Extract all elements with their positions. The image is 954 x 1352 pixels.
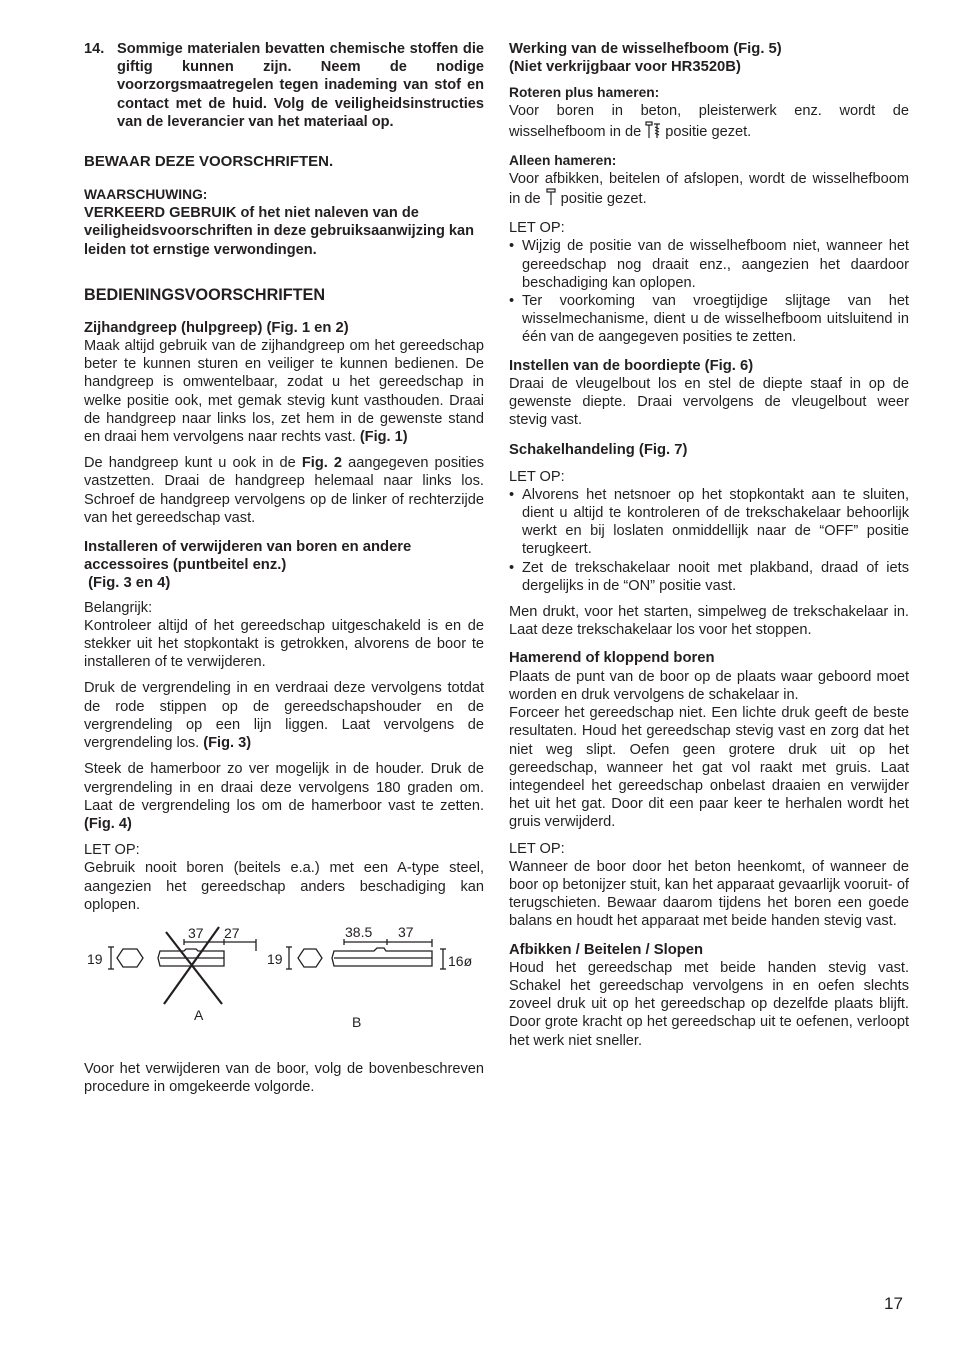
switch-text: Men drukt, voor het starten, simpelweg de trekschakelaar in. Laat deze trekschakelaar los voor het stoppen.	[509, 604, 909, 639]
dim-b-1: 38.5	[345, 923, 373, 940]
important-label: Belangrijk:	[84, 599, 153, 616]
rotation-hammer-subheading: Roteren plus hameren:	[509, 85, 660, 101]
note-2-bullet-2: • Zet de trekschakelaar nooit met plakband, draad of iets dergelijks in de “ON” positie vast.	[509, 559, 909, 594]
fig-ref: (Fig. 1)	[359, 429, 408, 446]
dim-b-hex: 19	[267, 950, 283, 967]
hammer-only-subheading: Alleen hameren:	[509, 152, 617, 168]
right-column	[509, 40, 909, 1058]
rotation-hammer-text: Voor boren in beton, pleisterwerk enz. wordt de wisselhefboom in de positie gezet.	[509, 102, 909, 143]
shank-diagram	[84, 922, 484, 1052]
dim-a-hex: 19	[87, 950, 103, 967]
note-1-label: LET OP:	[509, 220, 565, 237]
note-2-label: LET OP:	[509, 468, 565, 485]
hammer-only-text: Voor afbikken, beitelen of afslopen, wordt de wisselhefboom in de positie gezet.	[509, 170, 909, 211]
label-b: B	[352, 1013, 362, 1030]
side-grip-paragraph-2: De handgreep kunt u ook in de Fig. 2 aangegeven posities vastzetten. Draai de handgreep helemaal naar links los. Schroef de handgreep vervolgens op de linker of rechterzijde van het gereedschap vast.	[84, 455, 485, 526]
dim-b-2: 37	[398, 923, 414, 940]
note-label: LET OP:	[84, 842, 140, 859]
label-a: A	[194, 1006, 204, 1023]
hammer-drilling-text-2: Forceer het gereedschap niet. Een lichte druk geeft de beste resultaten. Houd het gereedschap stevig vast en zorg dat het niet weg slipt. Oefen geen grotere druk uit op het gereedschap, wanneer het gat vol raakt met gruis. Laat integendeel het gereedschap onbelast draaien en verwijder het uit het gat. Door dit een paar keer te herhalen wordt het gruis verwijderd.	[509, 705, 909, 831]
dim-b-diameter: 16ø	[448, 952, 473, 969]
install-heading: Installeren of verwijderen van boren en andere accessoires (puntbeitel enz.) (Fig. 3 en 4)	[84, 539, 412, 592]
lock-paragraph: Druk de vergrendeling in en verdraai deze vervolgens totdat de rode stippen op de gereedschapshouder en de vergrendeling op een lijn liggen. Laat vervolgens de vergrendeling los. (Fig. 3)	[84, 680, 484, 752]
dim-a-1: 37	[188, 924, 204, 941]
note-3-text: Wanneer de boor door het beton heenkomt, of wanneer de boor op betonijzer stuit, kan het apparaat gevaarlijk vooruit- of terugschieten. Bewaar daarom tijdens het boren een goede balans en houdt het apparaat met beide handen stevig vast.	[509, 858, 909, 930]
safety-item-14	[84, 40, 484, 131]
hammer-drilling-heading: Hamerend of kloppend boren	[509, 650, 715, 667]
warning-title: WAARSCHUWING:	[84, 187, 208, 203]
item-number: 14.	[84, 41, 105, 57]
side-grip-heading: Zijhandgreep (hulpgreep) (Fig. 1 en 2)	[84, 319, 349, 336]
shank-figure	[84, 922, 484, 1052]
chisel-text: Houd het gereedschap met beide handen stevig vast. Schakel het gereedschap vervolgens in en oefen slechts zoveel druk uit op het gereedschap op dezelfde plaats blijft. Door grote kracht op het gereedschap uit te oefenen, verloopt het werk niet sneller.	[509, 959, 909, 1049]
item-text: Sommige materialen bevatten chemische stoffen die giftig kunnen zijn. Neem de nodige voorzorgsmaatregelen tegen inademing van stof en contact met de huid. Volg de veiligheidsinstructies van de leverancier van het materiaal op.	[117, 41, 484, 130]
note-3-label: LET OP:	[509, 840, 565, 857]
hammer-only-icon	[544, 188, 558, 211]
section-heading: BEDIENINGSVOORSCHRIFTEN	[84, 285, 326, 304]
remove-paragraph: Voor het verwijderen van de boor, volg de bovenbeschreven procedure in omgekeerde volgorde.	[84, 1060, 484, 1096]
warning-text: VERKEERD GEBRUIK of het niet naleven van de veiligheidsvoorschriften in deze gebruiksaanwijzing kan leiden tot ernstige verwondingen.	[84, 205, 475, 258]
lever-heading: Werking van de wisselhefboom (Fig. 5) (Niet verkrijgbaar voor HR3520B)	[509, 41, 782, 76]
rotation-hammer-icon	[644, 121, 662, 144]
depth-heading: Instellen van de boordiepte (Fig. 6)	[509, 357, 754, 374]
fig-ref: (Fig. 3)	[203, 735, 252, 752]
note-2-bullet-1: • Alvorens het netsnoer op het stopkontakt aan te sluiten, dient u altijd te kontroleren of de trekschakelaar behoorlijk werkt en bij loslaten onmiddellijk naar de “OFF” positie terugkeert.	[509, 486, 909, 558]
note-text: Gebruik nooit boren (beitels e.a.) met een A-type steel, aangezien het gereedschap anders beschadiging kan oplopen.	[84, 860, 484, 913]
fig-ref: (Fig. 4)	[84, 815, 132, 832]
left-column	[84, 40, 484, 1104]
important-text: Kontroleer altijd of het gereedschap uitgeschakeld is en de stekker uit het stopkontakt is getrokken, alvorens de boor te installeren of te verwijderen.	[84, 617, 484, 671]
dim-a-2: 27	[224, 924, 240, 941]
chisel-heading: Afbikken / Beitelen / Slopen	[509, 941, 704, 958]
note-1-bullet-2: • Ter voorkoming van vroegtijdige slijtage van het wisselmechanisme, dient u de wisselhefboom uitsluitend in één van de aangegeven posities te zetten.	[509, 293, 909, 346]
switch-heading: Schakelhandeling (Fig. 7)	[509, 442, 688, 459]
side-grip-paragraph-1: Maak altijd gebruik van de zijhandgreep om het gereedschap beter te kunnen sturen en veiliger te kunnen bedienen. De handgreep is omwentelbaar, zodat u het gereedschap in welke positie ook, met gemak stevig kunt vasthouden. Draai de handgreep naar links los, zet hem in de gewenste stand en draai hem vervolgens naar rechts vast. (Fig. 1)	[84, 338, 484, 446]
insert-paragraph: Steek de hamerboor zo ver mogelijk in de houder. Druk de vergrendeling in en draai deze vervolgens 180 graden om. Laat de vergrendeling los om de hamerboor vast te zetten. (Fig. 4)	[84, 761, 484, 832]
keep-instructions-heading: BEWAAR DEZE VOORSCHRIFTEN.	[84, 153, 334, 171]
hammer-drilling-text-1: Plaats de punt van de boor op de plaats waar geboord moet worden en druk vervolgens de schakelaar in.	[509, 668, 909, 703]
note-1-bullet-1: • Wijzig de positie van de wisselhefboom niet, wanneer het gereedschap nog draait enz., aangezien het daardoor beschadiging kan oplopen.	[509, 238, 909, 291]
page-number: 17	[884, 1294, 903, 1313]
depth-text: Draai de vleugelbout los en stel de diepte staaf in op de gewenste diepte. Draai vervolgens de vleugelbout weer stevig vast.	[509, 375, 909, 429]
fig-ref: Fig. 2	[301, 455, 342, 472]
